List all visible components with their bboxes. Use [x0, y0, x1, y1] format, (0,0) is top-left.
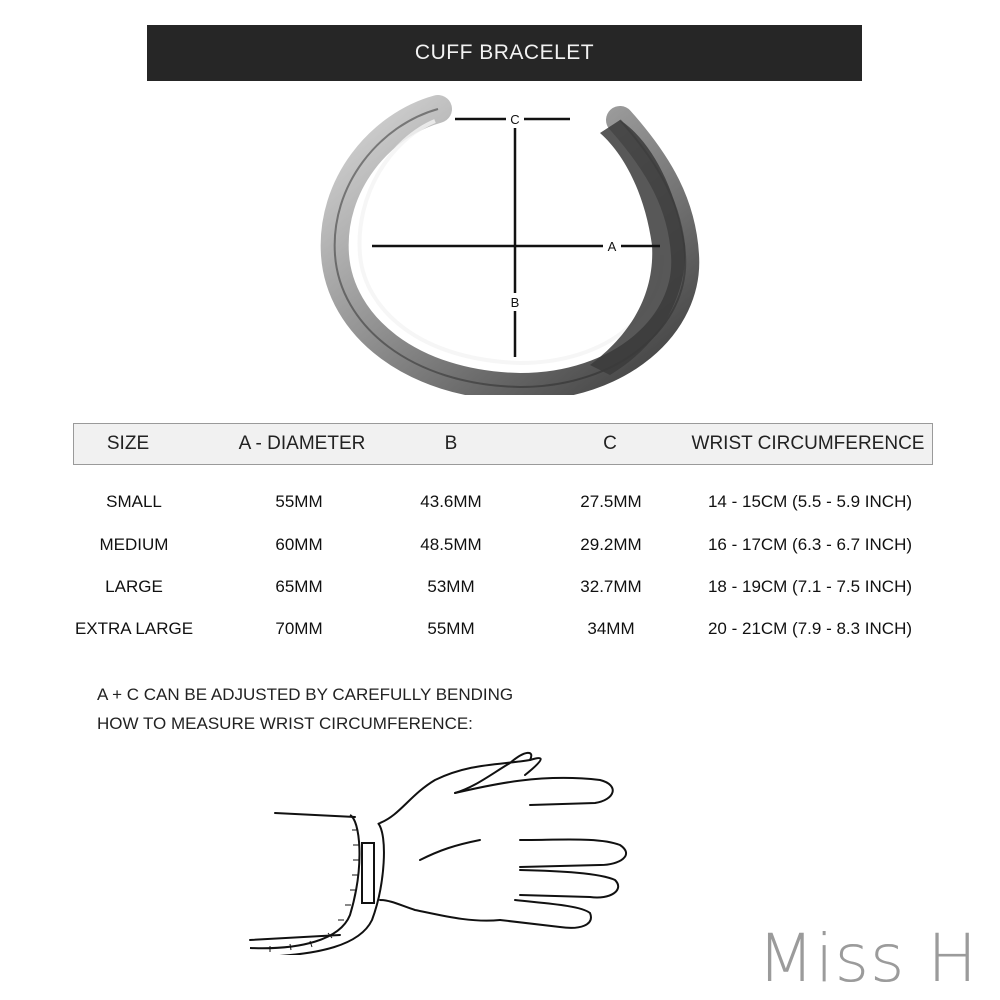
measuring-tape — [250, 815, 384, 955]
cell-b: 43.6MM — [420, 492, 482, 511]
cell-diameter: 55MM — [275, 492, 323, 511]
cell-c: 29.2MM — [580, 535, 642, 554]
cell-b: 53MM — [427, 577, 475, 596]
cell-c: 34MM — [587, 619, 635, 638]
bracelet-image — [335, 109, 686, 387]
label-a: A — [607, 239, 617, 254]
cell-c: 32.7MM — [580, 577, 642, 596]
cell-size: MEDIUM — [99, 535, 169, 554]
cell-diameter: 70MM — [275, 619, 323, 638]
cell-diameter: 60MM — [275, 535, 323, 554]
hand-outline — [250, 753, 626, 940]
label-b: B — [510, 295, 520, 310]
hand-measurement-illustration — [240, 745, 640, 955]
header-b: B — [444, 433, 458, 454]
table-row — [0, 577, 1000, 607]
cell-diameter: 65MM — [275, 577, 323, 596]
cell-b: 55MM — [427, 619, 475, 638]
header-a-diameter: A - DIAMETER — [238, 433, 366, 454]
cell-size: LARGE — [105, 577, 163, 596]
cell-wrist: 18 - 19CM (7.1 - 7.5 INCH) — [707, 577, 913, 596]
page-title: CUFF BRACELET — [147, 25, 862, 81]
table-row — [0, 535, 1000, 565]
header-c: C — [603, 433, 617, 454]
table-row — [0, 492, 1000, 522]
bracelet-diagram — [320, 95, 700, 395]
adjust-note: A + C CAN BE ADJUSTED BY CAREFULLY BENDING — [97, 685, 514, 704]
cell-wrist: 20 - 21CM (7.9 - 8.3 INCH) — [707, 619, 913, 638]
label-c: C — [510, 112, 520, 127]
cell-size: EXTRA LARGE — [74, 619, 194, 638]
header-wrist-circumference: WRIST CIRCUMFERENCE — [691, 433, 925, 454]
cell-wrist: 14 - 15CM (5.5 - 5.9 INCH) — [707, 492, 913, 511]
header-size: SIZE — [106, 433, 150, 454]
cell-c: 27.5MM — [580, 492, 642, 511]
cell-wrist: 16 - 17CM (6.3 - 6.7 INCH) — [707, 535, 913, 554]
cell-size: SMALL — [106, 492, 162, 511]
watermark-logo: Miss H — [757, 920, 978, 997]
measure-note: HOW TO MEASURE WRIST CIRCUMFERENCE: — [97, 714, 473, 733]
table-row — [0, 619, 1000, 649]
cell-b: 48.5MM — [420, 535, 482, 554]
